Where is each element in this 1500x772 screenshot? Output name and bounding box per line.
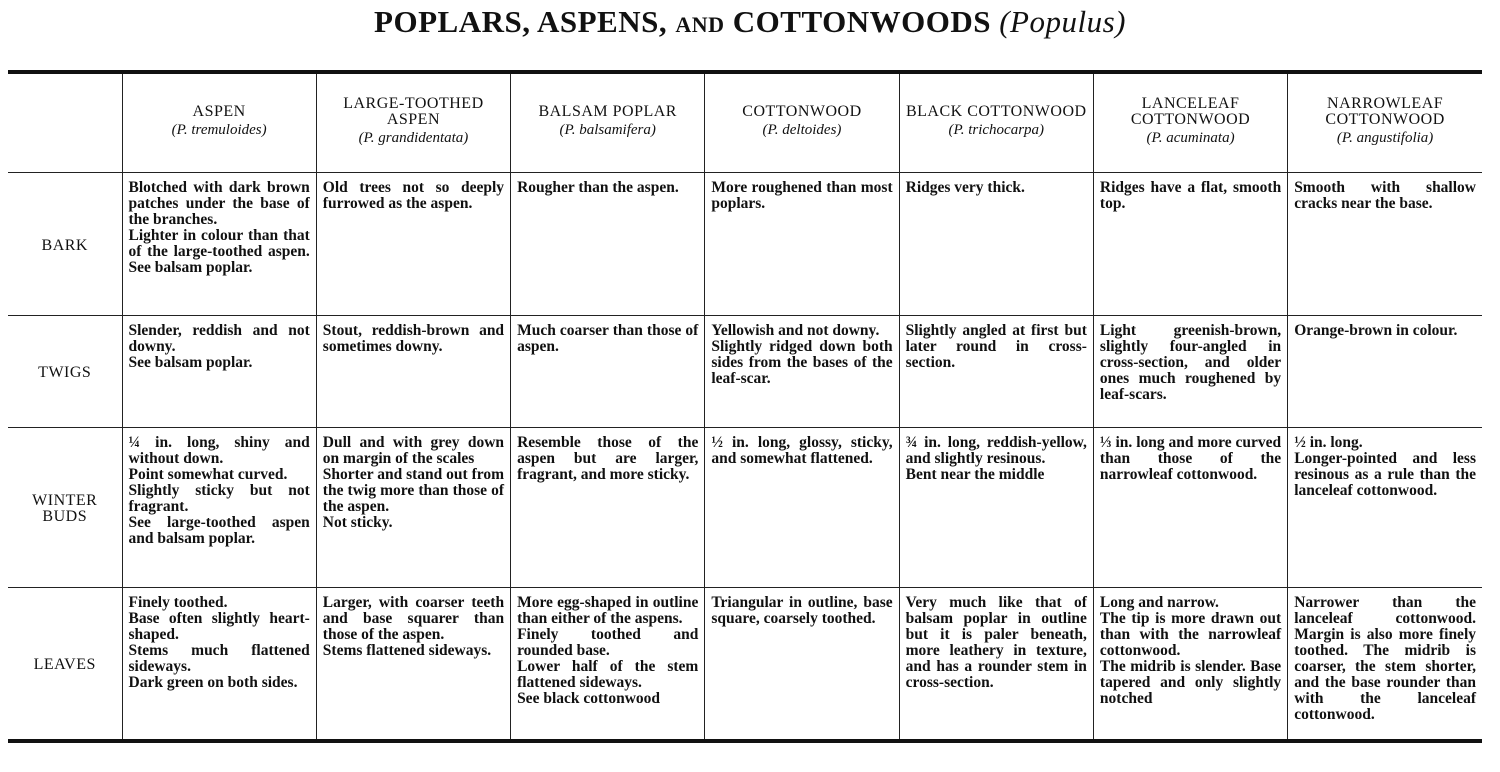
page-title [0,4,1500,40]
table-cell: Stout, reddish-brown and sometimes downy. [316,316,510,428]
column-header [899,72,1093,173]
column-header [122,72,316,173]
table-cell: Narrower than the lanceleaf cottonwood. Margin is also more finely toothed. The midrib is coarser, the stem shorter, and the base rounder than with the lanceleaf cottonwood. [1288,588,1482,742]
table-cell: Very much like that of balsam poplar in outline but it is paler beneath, more leathery in texture, and has a rounder stem in cross-section. [899,588,1093,742]
table-cell: Smooth with shallow cracks near the base. [1288,173,1482,316]
table-cell: Blotched with dark brown patches under the base of the branches. Lighter in colour than that of the large-toothed aspen. See balsam poplar. [122,173,316,316]
species-name: BLACK COTTONWOOD [905,103,1087,120]
table-cell: Orange-brown in colour. [1288,316,1482,428]
table-cell: Long and narrow. The tip is more drawn out than with the narrowleaf cottonwood. The midrib is slender. Base tapered and only slightly notched [1093,588,1287,742]
species-latin: (P. balsamifera) [559,122,656,138]
table-cell: Larger, with coarser teeth and base squarer than those of the aspen. Stems flattened sideways. [316,588,510,742]
species-latin: (P. tremuloides) [171,122,267,138]
title-latin: (Populus) [999,4,1126,39]
species-latin: (P. angustifolia) [1336,130,1434,146]
table-cell: Slightly angled at first but later round in cross-section. [899,316,1093,428]
table-row [8,428,1482,588]
comparison-table [8,70,1482,743]
table-cell: Resemble those of the aspen but are larger, fragrant, and more sticky. [511,428,705,588]
table-cell: Rougher than the aspen. [511,173,705,316]
table-cell: ¾ in. long, reddish-yellow, and slightly resinous. Bent near the middle [899,428,1093,588]
table-cell: Triangular in outline, base square, coarsely toothed. [705,588,899,742]
table-cell: Ridges have a flat, smooth top. [1093,173,1287,316]
row-label: TWIGS [8,316,122,428]
column-header [316,72,510,173]
column-header [1288,72,1482,173]
table-cell: Much coarser than those of aspen. [511,316,705,428]
species-latin: (P. grandidentata) [358,130,469,146]
table-row [8,316,1482,428]
column-header [705,72,899,173]
table-cell: ½ in. long. Longer-pointed and less resinous as a rule than the lanceleaf cottonwood. [1288,428,1482,588]
table-cell: Yellowish and not downy. Slightly ridged down both sides from the bases of the leaf-scar. [705,316,899,428]
title-and: AND [675,12,725,37]
table-cell: Old trees not so deeply furrowed as the aspen. [316,173,510,316]
table-cell: Dull and with grey down on margin of the scales Shorter and stand out from the twig more than those of the aspen. Not sticky. [316,428,510,588]
table-cell: Ridges very thick. [899,173,1093,316]
row-label: WINTER BUDS [8,428,122,588]
species-name: LANCELEAF COTTONWOOD [1130,95,1251,128]
title-text-2: COTTONWOODS [724,4,1000,39]
table-row [8,173,1482,316]
corner-cell [8,72,122,173]
table-cell: Finely toothed. Base often slightly heart-shaped. Stems much flattened sideways. Dark green on both sides. [122,588,316,742]
table-cell: Slender, reddish and not downy. See balsam poplar. [122,316,316,428]
table-cell: More egg-shaped in outline than either of the aspens. Finely toothed and rounded base. Lower half of the stem flattened sideways. See black cottonwood [511,588,705,742]
species-latin: (P. acuminata) [1146,130,1235,146]
title-text: POPLARS, ASPENS, [374,4,676,39]
row-label: LEAVES [8,588,122,742]
species-name: NARROWLEAF COTTONWOOD [1325,95,1445,128]
species-name: LARGE-TOOTHED ASPEN [343,95,484,128]
table-row [8,588,1482,742]
table-cell: ⅓ in. long and more curved than those of the narrowleaf cottonwood. [1093,428,1287,588]
species-name: BALSAM POPLAR [538,103,677,120]
column-header [1093,72,1287,173]
table-cell: Light greenish-brown, slightly four-angled in cross-section, and older ones much roughened by leaf-scars. [1093,316,1287,428]
species-name: ASPEN [192,103,246,120]
header-row [8,72,1482,173]
table-cell: ¼ in. long, shiny and without down. Point somewhat curved. Slightly sticky but not fragrant. See large-toothed aspen and balsam poplar. [122,428,316,588]
table-cell: ½ in. long, glossy, sticky, and somewhat flattened. [705,428,899,588]
column-header [511,72,705,173]
species-latin: (P. trichocarpa) [948,122,1045,138]
species-latin: (P. deltoides) [762,122,842,138]
species-name: COTTONWOOD [742,103,862,120]
table-cell: More roughened than most poplars. [705,173,899,316]
row-label: BARK [8,173,122,316]
